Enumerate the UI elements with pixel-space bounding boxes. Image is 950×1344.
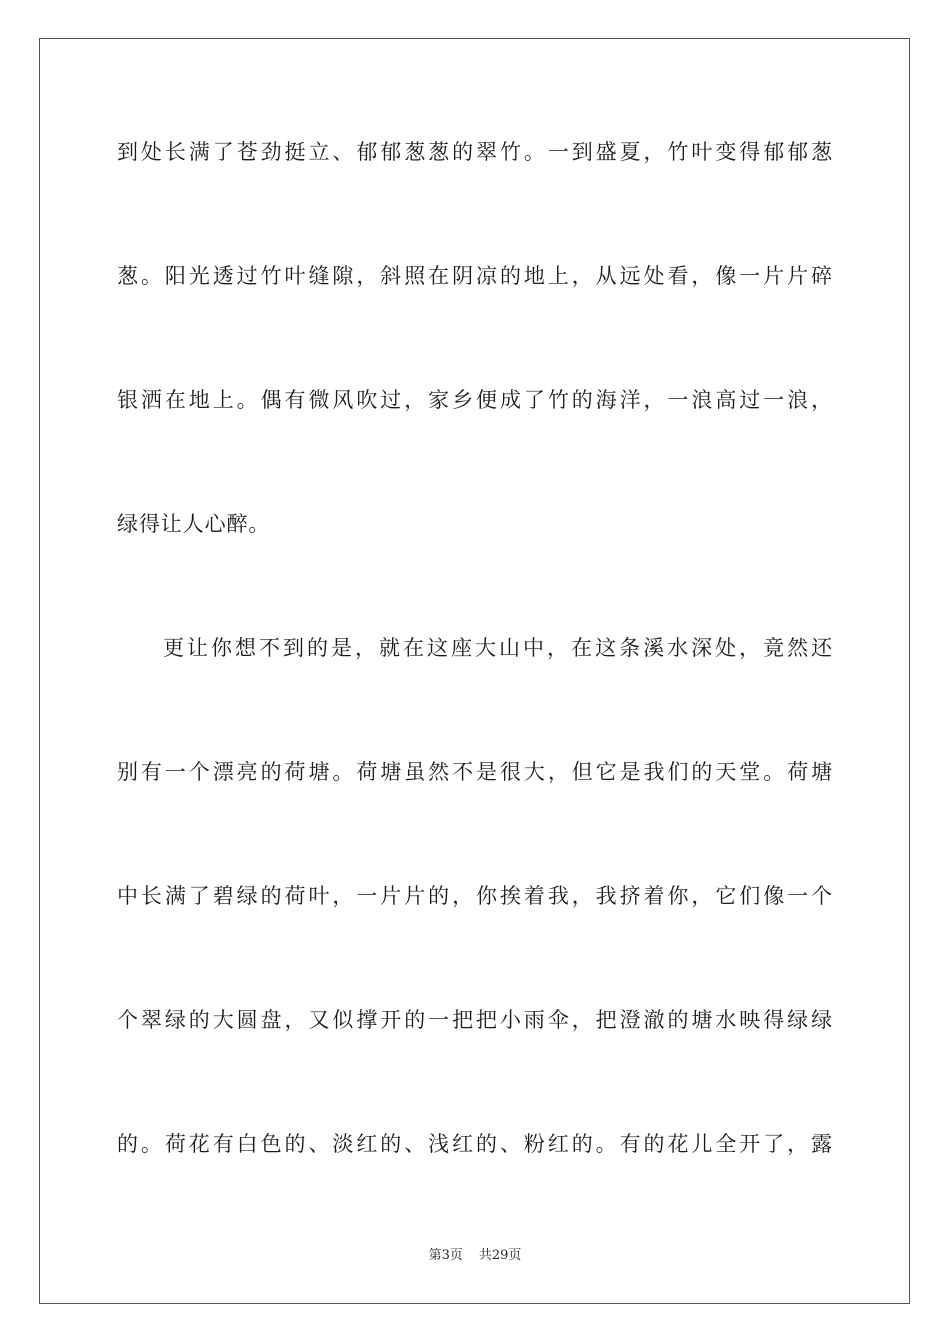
text-line-3: 银洒在地上。偶有微风吹过，家乡便成了竹的海洋，一浪高过一浪， xyxy=(117,388,833,412)
text-line-9: 的。荷花有白色的、淡红的、浅红的、粉红的。有的花儿全开了，露 xyxy=(117,1132,833,1156)
page-total: 共29页 xyxy=(478,1248,522,1263)
text-line-1: 到处长满了苍劲挺立、郁郁葱葱的翠竹。一到盛夏，竹叶变得郁郁葱 xyxy=(117,140,833,164)
text-line-2: 葱。阳光透过竹叶缝隙，斜照在阴凉的地上，从远处看，像一片片碎 xyxy=(117,264,833,288)
page-number: 第3页 xyxy=(428,1248,463,1263)
text-line-6: 别有一个漂亮的荷塘。荷塘虽然不是很大，但它是我们的天堂。荷塘 xyxy=(117,760,833,784)
text-line-8: 个翠绿的大圆盘，又似撑开的一把把小雨伞，把澄澈的塘水映得绿绿 xyxy=(117,1008,833,1032)
text-line-4: 绿得让人心醉。 xyxy=(117,512,271,536)
text-line-7: 中长满了碧绿的荷叶，一片片的，你挨着我，我挤着你，它们像一个 xyxy=(117,884,833,908)
page-border xyxy=(39,38,910,1304)
text-line-5: 更让你想不到的是，就在这座大山中，在这条溪水深处，竟然还 xyxy=(163,636,833,660)
page-footer xyxy=(0,1247,950,1265)
